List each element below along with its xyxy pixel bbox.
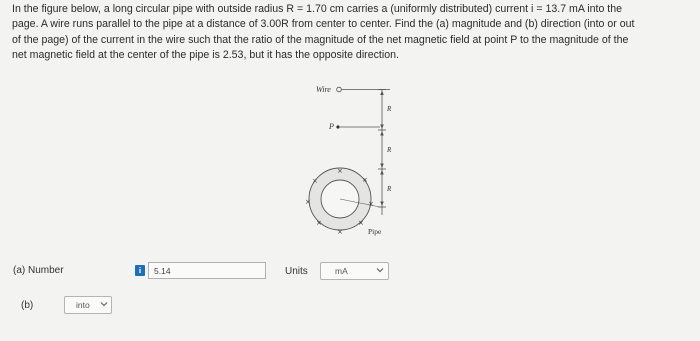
dimension-label-r: R [387, 105, 392, 113]
direction-dropdown[interactable] [64, 296, 112, 314]
dimension-label-r: R [387, 185, 392, 193]
direction-selected-value: into [76, 300, 90, 310]
problem-statement [12, 2, 692, 63]
pipe-label: Pipe [368, 227, 382, 236]
point-p-dot [336, 125, 339, 128]
problem-line: net magnetic field at the center of the pipe is 2.53, but it has the opposite direction. [12, 48, 399, 61]
dimension-arrow [380, 164, 384, 169]
problem-line: of the page) of the current in the wire such that the ratio of the magnitude of the net magnetic field at point P to the magnitude of the [12, 33, 629, 46]
units-selected-value: mA [335, 266, 348, 276]
problem-line: In the figure below, a long circular pipe with outside radius R = 1.70 cm carries a (uniformly distributed) current i = 13.7 mA into the [12, 3, 623, 15]
chevron-down-icon [375, 266, 385, 274]
problem-line: page. A wire runs parallel to the pipe at a distance of 3.00R from center to center. Find the (a) magnitude and (b) direction (into or out [12, 18, 635, 31]
info-icon[interactable]: i [135, 265, 145, 276]
dimension-arrow [380, 91, 384, 96]
units-dropdown[interactable] [320, 262, 389, 280]
current-into-mark: × [337, 167, 343, 175]
current-into-mark: × [305, 198, 311, 206]
current-into-mark: × [316, 219, 322, 227]
dimension-arrow [380, 131, 384, 136]
point-p-label: P [329, 122, 334, 131]
current-into-mark: × [312, 177, 318, 185]
dimension-label-r: R [387, 146, 392, 154]
current-into-mark: × [362, 176, 368, 184]
pipe-wire-figure [290, 83, 420, 258]
current-into-mark: × [337, 228, 343, 236]
current-into-mark: × [368, 200, 374, 208]
dimension-arrow [380, 202, 384, 207]
current-into-mark: × [358, 219, 364, 227]
chevron-down-icon [99, 300, 109, 308]
units-label: Units [285, 266, 308, 277]
dimension-arrow [380, 125, 384, 130]
number-input[interactable] [148, 262, 266, 279]
wire-label: Wire [316, 85, 331, 94]
dimension-arrow [380, 170, 384, 175]
wire-marker [337, 87, 342, 92]
part-b-label: (b) [21, 300, 34, 311]
part-a-label: (a) Number [13, 265, 64, 276]
